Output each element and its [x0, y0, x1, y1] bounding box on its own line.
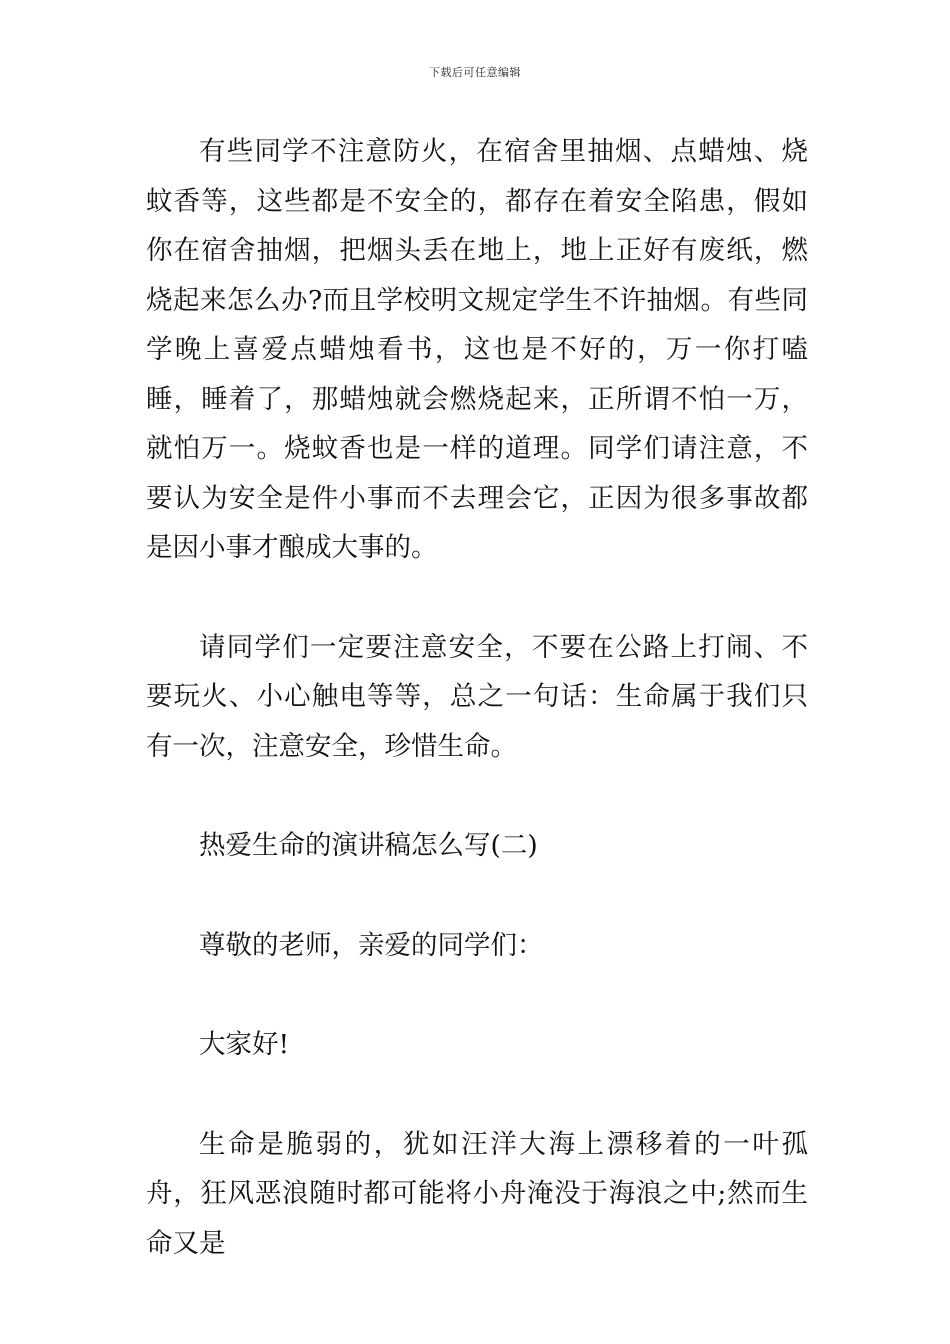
salutation: 尊敬的老师，亲爱的同学们： — [199, 929, 544, 961]
greeting: 大家好! — [199, 1029, 290, 1060]
document-body — [146, 127, 808, 1268]
paragraph-safety-summary: 请同学们一定要注意安全，不要在公路上打闹、不要玩火、小心触电等等，总之一句话：生命属于我们只有一次，注意安全，珍惜生命。 — [146, 631, 808, 762]
paragraph-fire-safety: 有些同学不注意防火，在宿舍里抽烟、点蜡烛、烧蚊香等，这些都是不安全的，都存在着安全陷患，假如你在宿舍抽烟，把烟头丢在地上，地上正好有废纸，燃烧起来怎么办?而且学校明文规定学生不许抽烟。有些同学晚上喜爱点蜡烛看书，这也是不好的，万一你打嗑睡，睡着了，那蜡烛就会燃烧起来，正所谓不怕一万，就怕万一。烧蚊香也是一样的道理。同学们请注意，不要认为安全是件小事而不去理会它，正因为很多事故都是因小事才酿成大事的。 — [146, 136, 808, 563]
section-heading: 热爱生命的演讲稿怎么写(二) — [199, 830, 538, 861]
paragraph-life-fragile: 生命是脆弱的，犹如汪洋大海上漂移着的一叶孤舟，狂风恶浪随时都可能将小舟淹没于海浪之中;然而生命又是 — [146, 1128, 808, 1259]
header-note: 下载后可任意编辑 — [429, 66, 521, 79]
